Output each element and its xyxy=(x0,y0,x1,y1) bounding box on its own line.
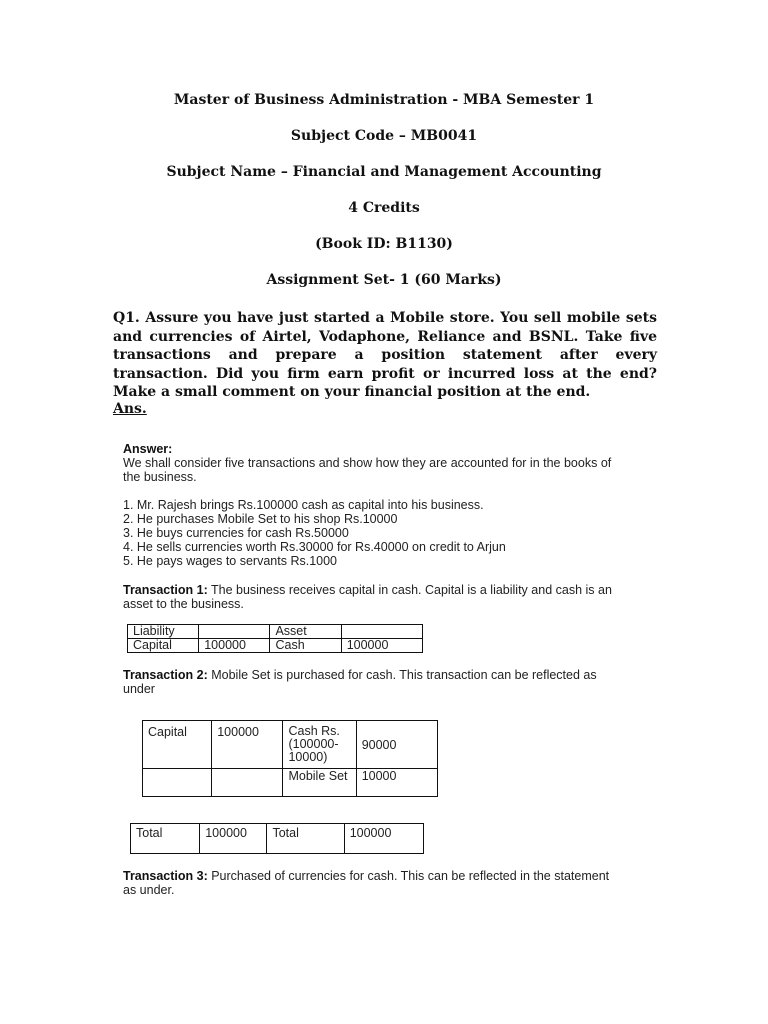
book-id: (Book ID: B1130) xyxy=(315,236,453,252)
table-cell: 100000 xyxy=(344,824,423,854)
table-cell: 100000 xyxy=(200,824,267,854)
subject-code: Subject Code – MB0041 xyxy=(290,128,478,144)
ans-label: Ans. xyxy=(113,401,147,417)
table-cell xyxy=(212,769,283,797)
table-cell: 10000 xyxy=(356,769,437,797)
table-row xyxy=(131,824,424,854)
table-cell xyxy=(199,625,270,639)
table-row xyxy=(128,625,423,639)
transaction-1-text: Transaction 1: The business receives capital in cash. Capital is a liability and cash is an asset to the business. xyxy=(123,583,612,611)
table-cell xyxy=(143,769,212,797)
program-title: Master of Business Administration - MBA Semester 1 xyxy=(173,92,595,108)
transaction-2-text: Transaction 2: Mobile Set is purchased for cash. This transaction can be reflected as under xyxy=(123,668,597,696)
question-text: Q1. Assure you have just started a Mobile store. You sell mobile sets and currencies of Airtel, Vodaphone, Reliance and BSNL. Take five transactions and prepare a position statement after every transaction. Did you firm earn profit or incurred loss at the end? Make a small comment on your financial position at the end. xyxy=(113,310,657,400)
table-cell: Capital xyxy=(128,639,199,653)
transaction-2-table xyxy=(142,720,438,797)
table-cell: Cash xyxy=(270,639,341,653)
table-row xyxy=(143,721,438,769)
transaction-2-total-table xyxy=(130,823,424,854)
transaction-1-table xyxy=(127,624,423,653)
subject-name: Subject Name – Financial and Management Accounting xyxy=(166,164,602,180)
table-cell: Total xyxy=(131,824,200,854)
table-cell: Capital xyxy=(143,721,212,769)
list-item: 5. He pays wages to servants Rs.1000 xyxy=(123,554,338,568)
table-cell: 100000 xyxy=(212,721,283,769)
table-row xyxy=(143,769,438,797)
table-cell: 90000 xyxy=(356,721,437,769)
assignment-title: Assignment Set- 1 (60 Marks) xyxy=(266,272,502,288)
credits: 4 Credits xyxy=(348,200,420,216)
list-item: 4. He sells currencies worth Rs.30000 for Rs.40000 on credit to Arjun xyxy=(123,540,506,554)
table-cell: Asset xyxy=(270,625,341,639)
answer-heading: Answer: xyxy=(123,442,173,456)
transaction-list xyxy=(123,498,506,568)
answer-intro: We shall consider five transactions and show how they are accounted for in the books of the business. xyxy=(123,456,612,484)
table-cell: 100000 xyxy=(199,639,270,653)
list-item: 3. He buys currencies for cash Rs.50000 xyxy=(123,526,349,540)
table-cell xyxy=(341,625,422,639)
list-item: 2. He purchases Mobile Set to his shop Rs.10000 xyxy=(123,512,398,526)
list-item: 1. Mr. Rajesh brings Rs.100000 cash as capital into his business. xyxy=(123,498,484,512)
table-cell: Mobile Set xyxy=(283,769,356,797)
table-row xyxy=(128,639,423,653)
table-cell: Total xyxy=(267,824,344,854)
table-cell: 100000 xyxy=(341,639,422,653)
transaction-3-text: Transaction 3: Purchased of currencies for cash. This can be reflected in the statement as under. xyxy=(123,869,610,897)
table-cell: Liability xyxy=(128,625,199,639)
table-cell: Cash Rs. (100000-10000) xyxy=(283,721,356,769)
